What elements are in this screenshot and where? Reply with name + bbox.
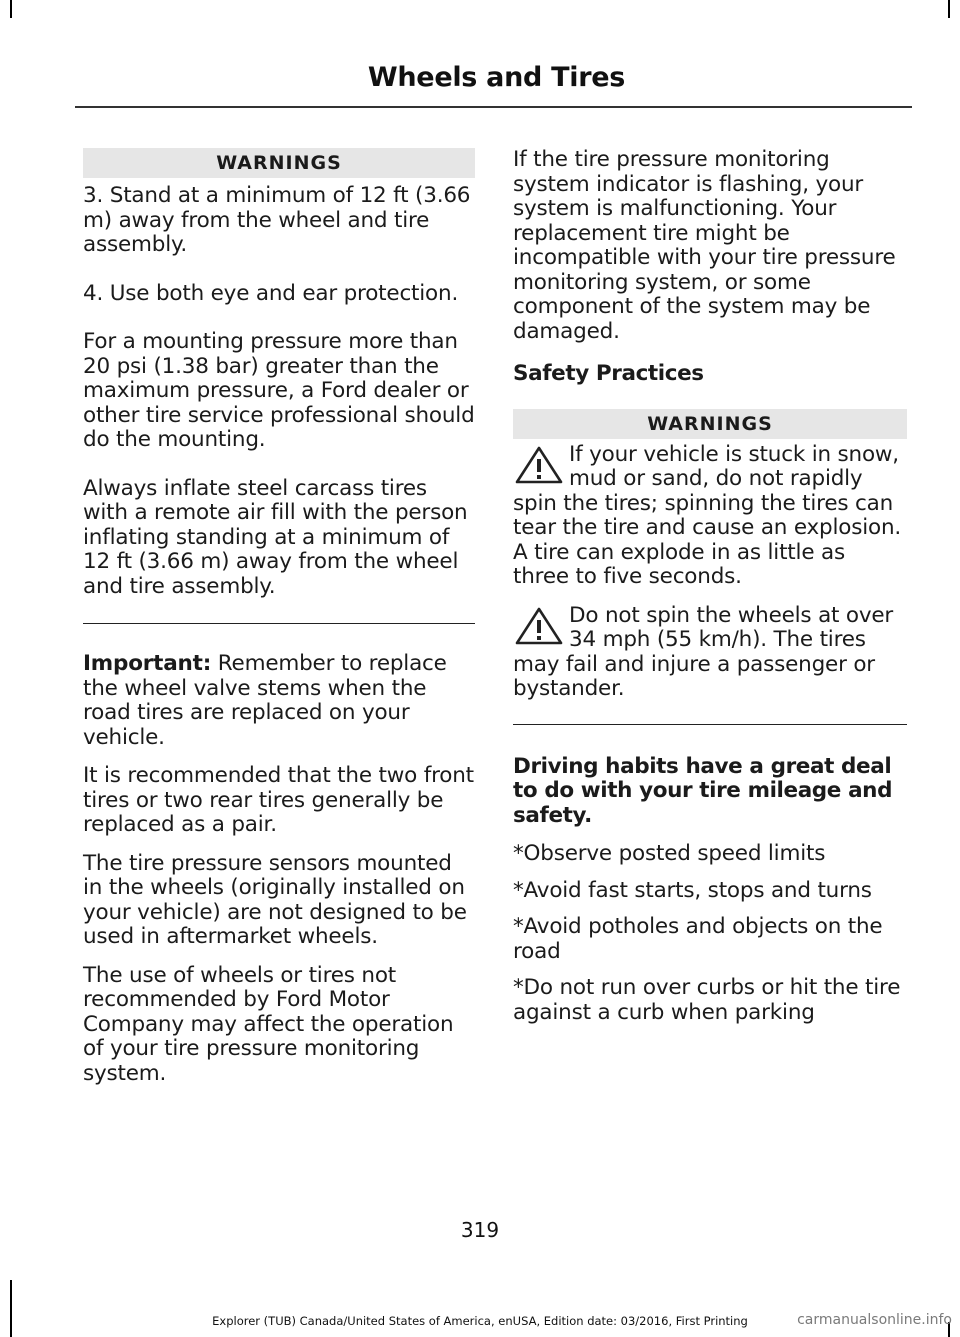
safety-practices-heading: Safety Practices [513,361,704,386]
page-number: 319 [460,1218,500,1242]
header-divider [75,106,912,108]
habit-item: *Observe posted speed limits [513,841,826,866]
warning-mounting-pressure: For a mounting pressure more than 20 psi (1.38 bar) greater than the maximum pressure, a Ford dealer or other tire service professional should do the mounting. [83,329,475,452]
paragraph-sensors: The tire pressure sensors mounted in the wheels (originally installed on your vehicle) are not designed to be used in aftermarket wheels. [83,850,467,949]
habit-item: *Avoid potholes and objects on the road [513,914,883,964]
paragraph-tpms-flashing: If the tire pressure monitoring system indicator is flashing, your system is malfunctioning. Your replacement tire might be incompatible with your tire pressure monitoring system, or some component of the system may be damaged. [513,147,896,344]
edition-info: Explorer (TUB) Canada/United States of America, enUSA, Edition date: 03/2016, First Printing [212,1314,748,1328]
driving-habits-heading: Driving habits have a great deal to do with your tire mileage and safety. [513,753,893,828]
important-label: Important: [83,651,212,676]
warning-item [513,443,907,590]
warning-steel-carcass: Always inflate steel carcass tires with a remote air fill with the person inflating standing at a minimum of 12 ft (3.66 m) away from the wheel and tire assembly. [83,475,468,599]
right-column [513,148,907,1025]
warning-step-3: 3. Stand at a minimum of 12 ft (3.66 m) away from the wheel and tire assembly. [83,183,471,257]
paragraph-wheels-not-recommended: The use of wheels or tires not recommended by Ford Motor Company may affect the operation of your tire pressure monitoring system. [83,962,454,1086]
warning-text-spin-speed: Do not spin the wheels at over 34 mph (55 km/h). The tires may fail and injure a passenger or bystander. [513,603,894,701]
habit-item: *Do not run over curbs or hit the tire against a curb when parking [513,975,901,1025]
page-title: Wheels and Tires [367,62,625,93]
section-divider [513,724,907,725]
watermark: carmanualsonline.info [797,1312,952,1328]
habit-item: *Avoid fast starts, stops and turns [513,877,872,903]
important-note [83,652,475,750]
warning-item [513,604,907,702]
left-column [83,148,475,1086]
section-divider [83,623,475,624]
crop-mark-bottom-left [10,1280,12,1337]
warning-triangle-icon [513,445,565,485]
important-text: Remember to replace the wheel valve stems when the road tires are replaced on your vehicle. [83,651,447,750]
crop-mark-top-right [948,0,950,18]
warning-triangle-icon [513,606,565,646]
warning-step-4: 4. Use both eye and ear protection. [83,280,459,306]
paragraph-replace-pair: It is recommended that the two front tires or two rear tires generally be replaced as a pair. [83,763,474,837]
crop-mark-top-left [10,0,12,18]
warning-text-stuck: If your vehicle is stuck in snow, mud or sand, do not rapidly spin the tires; spinning the tires can tear the tire and cause an explosion. A tire can explode in as little as three to five seconds. [513,442,901,589]
warnings-heading: WARNINGS [513,409,907,439]
warnings-heading: WARNINGS [83,148,475,178]
